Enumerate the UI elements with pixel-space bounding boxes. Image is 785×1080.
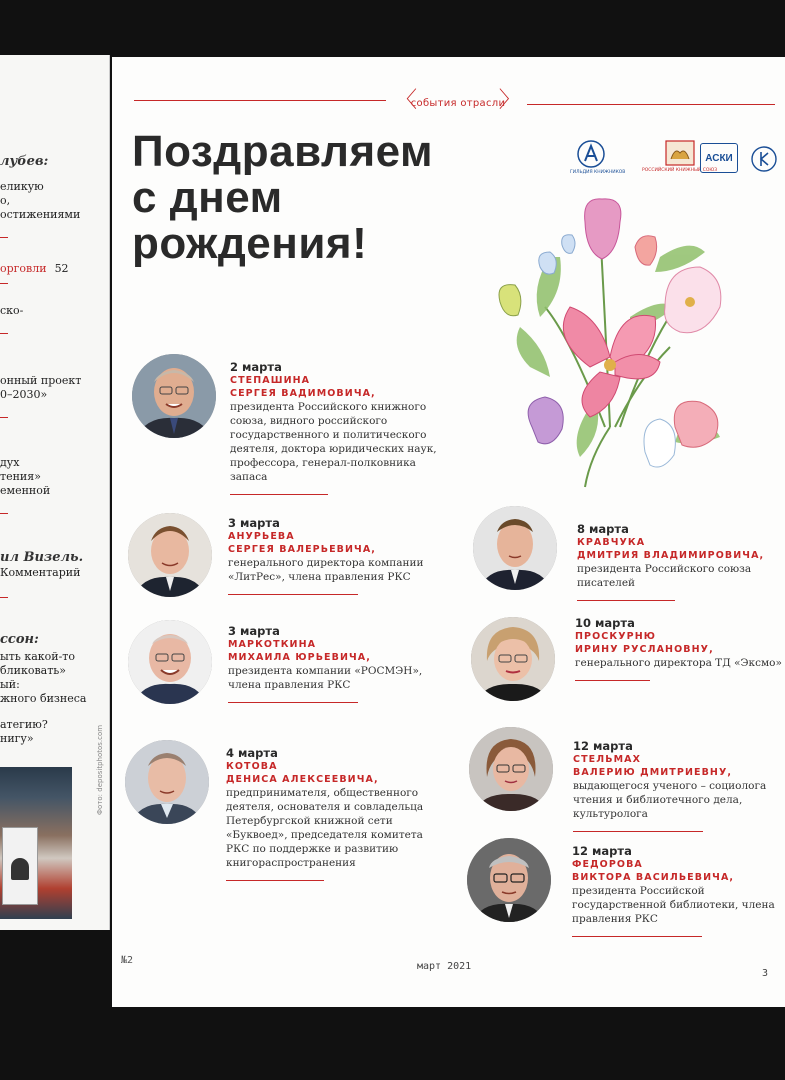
magazine-page — [112, 57, 785, 1007]
issue-date: март 2021 — [417, 961, 472, 972]
entry-surname: СТЕЛЬМАХ — [573, 754, 642, 765]
entry-description: президента Российского союза писателей — [577, 563, 752, 589]
person-photo — [128, 620, 212, 704]
left-text-line: тения» — [0, 470, 41, 483]
guild-emblem-icon — [576, 139, 620, 169]
aski-emblem-icon — [700, 143, 738, 173]
left-rule — [0, 333, 8, 334]
entry-surname: АНУРЬЕВА — [228, 531, 295, 542]
entry-description: выдающегося ученого – социолога чтения и библиотечного дела, культуролога — [573, 780, 767, 820]
entry-surname: КОТОВА — [226, 761, 278, 772]
entry-rule — [228, 594, 358, 595]
entry-date: 12 марта — [572, 844, 632, 858]
entry-surname: СТЕПАШИНА — [230, 375, 311, 386]
logo-caption: РОССИЙСКИЙ КНИЖНЫЙ СОЮЗ — [642, 168, 718, 173]
person-photo — [125, 740, 209, 824]
entry-description: президента Российского книжного союза, видного российского государственного и политического деятеля, доктора юридических наук, профессора, генерал-полковника запаса — [230, 401, 437, 483]
title-line: рождения! — [132, 219, 368, 268]
entry-surname: ПРОСКУРНЮ — [575, 631, 657, 642]
left-text-line: еликую — [0, 180, 44, 193]
entry-rule — [230, 494, 328, 495]
header-rule-right — [527, 104, 775, 105]
birthday-entry — [577, 522, 785, 601]
left-text-line: нигу» — [0, 732, 34, 745]
rks-emblem-icon — [663, 139, 697, 167]
left-text-line: о, — [0, 194, 11, 207]
entry-surname: КРАВЧУКА — [577, 537, 646, 548]
left-text-line: жного бизнеса — [0, 692, 87, 705]
left-text-line: Комментарий — [0, 566, 81, 579]
entry-given-name: ИРИНУ РУСЛАНОВНУ, — [575, 644, 714, 655]
title-line: Поздравляем — [132, 127, 434, 176]
entry-date: 4 марта — [226, 746, 278, 760]
left-text-line: онный проект — [0, 374, 82, 387]
left-rule — [0, 513, 8, 514]
birthday-entry — [226, 746, 436, 881]
entry-description: генерального директора компании «ЛитРес», члена правления РКС — [228, 557, 424, 583]
flower-bouquet-illustration — [490, 197, 760, 497]
entry-given-name: СЕРГЕЯ ВАДИМОВИЧА, — [230, 388, 376, 399]
birthday-entry — [228, 516, 438, 595]
entry-date: 8 марта — [577, 522, 629, 536]
section-label-text: события отрасли — [410, 97, 506, 109]
person-photo — [128, 513, 212, 597]
birthday-entry — [230, 360, 440, 495]
left-text-line: еменной — [0, 484, 51, 497]
bookstore-photo — [0, 767, 72, 919]
entry-rule — [228, 702, 358, 703]
title-line: с днем — [132, 173, 283, 222]
birthday-entry — [575, 616, 785, 681]
logo-caption: ГИЛЬДИЯ КНИЖНИКОВ — [570, 170, 626, 175]
section-label — [395, 90, 521, 116]
entry-date: 10 марта — [575, 616, 635, 630]
logo-caption: АСКИ — [705, 152, 733, 164]
entry-description: президента Российской государственной библиотеки, члена правления РКС — [572, 885, 775, 925]
birthday-entry — [572, 844, 782, 937]
left-text-line: ыть какой-то — [0, 650, 76, 663]
left-rule — [0, 237, 8, 238]
entry-given-name: СЕРГЕЯ ВАЛЕРЬЕВИЧА, — [228, 544, 376, 555]
person-photo — [469, 727, 553, 811]
person-photo — [471, 617, 555, 701]
entry-rule — [575, 680, 650, 681]
entry-date: 3 марта — [228, 516, 280, 530]
entry-given-name: ДМИТРИЯ ВЛАДИМИРОВИЧА, — [577, 550, 765, 561]
left-text-line: атегию? — [0, 718, 48, 731]
left-text-line: ый: — [0, 678, 20, 691]
left-text-line: бликовать» — [0, 664, 66, 677]
left-text-line: дух — [0, 456, 20, 469]
bracket-left-icon: 〈 — [395, 88, 418, 113]
issue-number: №2 — [121, 955, 134, 966]
entry-given-name: ДЕНИСА АЛЕКСЕЕВИЧА, — [226, 774, 379, 785]
entry-rule — [573, 831, 703, 832]
person-photo — [467, 838, 551, 922]
left-rule — [0, 417, 8, 418]
person-photo — [473, 506, 557, 590]
header-rule-left — [134, 100, 386, 101]
page-title — [132, 129, 462, 267]
circle-k-icon — [750, 145, 778, 173]
entry-date: 12 марта — [573, 739, 633, 753]
entry-given-name: ВИКТОРА ВАСИЛЬЕВИЧА, — [572, 872, 735, 883]
partial-logo — [750, 145, 778, 173]
person-silhouette-icon — [11, 858, 29, 880]
entry-surname: ФЕДОРОВА — [572, 859, 643, 870]
left-text-line: орговли 52 — [0, 262, 69, 275]
left-text-line: ссон: — [0, 632, 39, 647]
entry-given-name: МИХАИЛА ЮРЬЕВИЧА, — [228, 652, 371, 663]
entry-rule — [577, 600, 675, 601]
entry-date: 2 марта — [230, 360, 282, 374]
photo-credit: Фото: depositphotos.com — [96, 724, 104, 815]
left-rule — [0, 597, 8, 598]
guild-logo — [570, 139, 625, 175]
left-text-line: ско- — [0, 304, 24, 317]
left-text-line: 0–2030» — [0, 388, 48, 401]
left-rule — [0, 283, 8, 284]
bracket-right-icon: 〉 — [498, 88, 521, 113]
left-text-line: лубев: — [0, 154, 49, 169]
entry-description: президента компании «РОСМЭН», члена правления РКС — [228, 665, 423, 691]
entry-description: генерального директора ТД «Эксмо» — [575, 657, 782, 669]
entry-description: предпринимателя, общественного деятеля, основателя и совладельца Петербургской книжной сети «Буквоед», председателя комитета РКС по поддержке и развитию книгораспространения — [226, 787, 424, 869]
phone-card — [2, 827, 38, 905]
entry-surname: МАРКОТКИНА — [228, 639, 317, 650]
entry-rule — [572, 936, 702, 937]
entry-rule — [226, 880, 324, 881]
left-text-line: остижениями — [0, 208, 81, 221]
page-number: 3 — [762, 968, 769, 979]
entry-date: 3 марта — [228, 624, 280, 638]
entry-given-name: ВАЛЕРИЮ ДМИТРИЕВНУ, — [573, 767, 733, 778]
left-text-line: ил Визель. — [0, 550, 84, 565]
previous-page-edge — [0, 55, 110, 930]
person-photo — [132, 354, 216, 438]
aski-logo — [700, 143, 738, 173]
birthday-entry — [228, 624, 438, 703]
birthday-entry — [573, 739, 783, 832]
